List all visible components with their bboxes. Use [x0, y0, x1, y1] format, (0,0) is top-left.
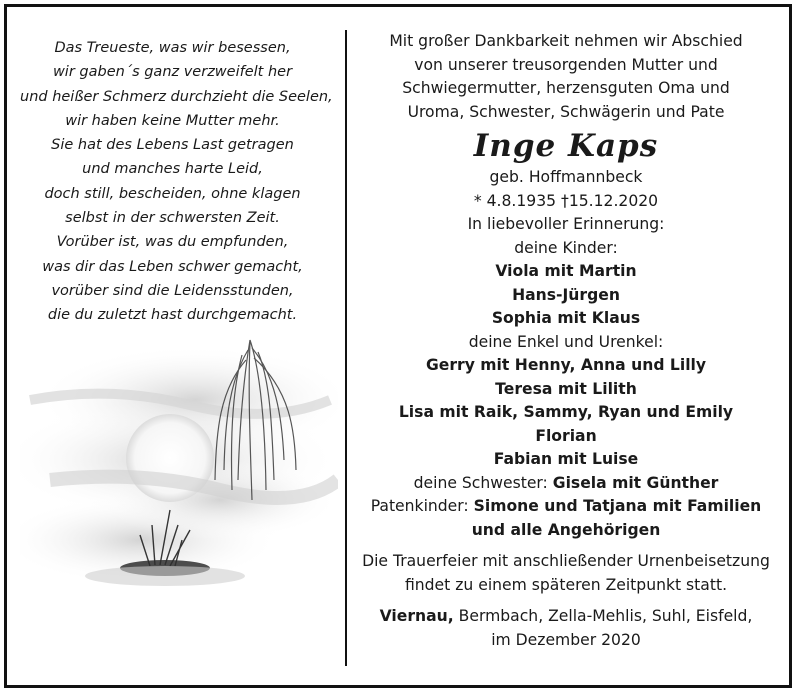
poem-line: vorüber sind die Leidensstunden,	[51, 282, 294, 299]
poem-line: was dir das Leben schwer gemacht,	[42, 258, 303, 275]
memory-line: In liebevoller Erinnerung:	[467, 215, 665, 233]
child-entry: Viola mit Martin	[495, 262, 637, 280]
poem-line: Vorüber ist, was du empfunden,	[56, 234, 289, 251]
godchildren-line	[352, 495, 780, 519]
sister-line	[352, 472, 780, 496]
poem-line: und manches harte Leid,	[82, 161, 263, 178]
child-entry: Hans-Jürgen	[512, 285, 620, 304]
sister-label: deine Schwester:	[413, 473, 553, 492]
grandchild-entry: Lisa mit Raik, Sammy, Ryan und Emily	[398, 403, 734, 421]
funeral-line: Die Trauerfeier mit anschließender Urnenbeisetzung	[362, 552, 770, 570]
sister-name: Gisela mit Günther	[552, 473, 719, 492]
child-entry: Sophia mit Klaus	[491, 309, 641, 327]
intro-line: Mit großer Dankbarkeit nehmen wir Abschied	[389, 32, 743, 50]
willow-moon-illustration	[20, 330, 338, 600]
poem-line: Sie hat des Lebens Last getragen	[51, 137, 294, 154]
poem-line: und heißer Schmerz durchzieht die Seelen,	[20, 88, 333, 105]
grandchild-entry: Fabian mit Luise	[493, 450, 639, 468]
poem-line: wir gaben´s ganz verzweifelt her	[52, 64, 293, 81]
life-dates: * 4.8.1935 †15.12.2020	[473, 191, 659, 210]
grandchild-entry: Teresa mit Lilith	[495, 379, 637, 398]
places-other: Bermbach, Zella-Mehlis, Suhl, Eisfeld,	[453, 607, 753, 625]
poem-line: Das Treueste, was wir besessen,	[54, 40, 291, 56]
date-line: im Dezember 2020	[491, 630, 641, 649]
intro-line: Schwiegermutter, herzensguten Oma und	[402, 79, 730, 97]
grandchildren-label: deine Enkel und Urenkel:	[468, 332, 664, 351]
announcement	[352, 30, 780, 652]
poem-line: wir haben keine Mutter mehr.	[65, 112, 280, 129]
grandchild-entry: Florian	[535, 426, 597, 445]
poem-line: doch still, bescheiden, ohne klagen	[44, 185, 301, 202]
relatives-line: und alle Angehörigen	[471, 520, 661, 539]
birth-name: geb. Hoffmannbeck	[489, 168, 643, 186]
column-divider	[345, 30, 347, 666]
godchildren-label: Patenkinder:	[370, 497, 474, 515]
intro-line: von unserer treusorgenden Mutter und	[414, 55, 718, 74]
places-line	[352, 605, 780, 629]
poem-line: selbst in der schwersten Zeit.	[65, 210, 280, 227]
funeral-line: findet zu einem späteren Zeitpunkt statt.	[404, 575, 728, 594]
deceased-name: Inge Kaps	[473, 128, 659, 164]
children-label: deine Kinder:	[514, 238, 618, 257]
poem	[20, 36, 333, 328]
grandchild-entry: Gerry mit Henny, Anna und Lilly	[425, 356, 707, 374]
godchildren-names: Simone und Tatjana mit Familien	[473, 497, 762, 515]
place-main: Viernau,	[379, 607, 454, 625]
intro-line: Uroma, Schwester, Schwägerin und Pate	[407, 102, 725, 121]
poem-line: die du zuletzt hast durchgemacht.	[47, 307, 298, 324]
